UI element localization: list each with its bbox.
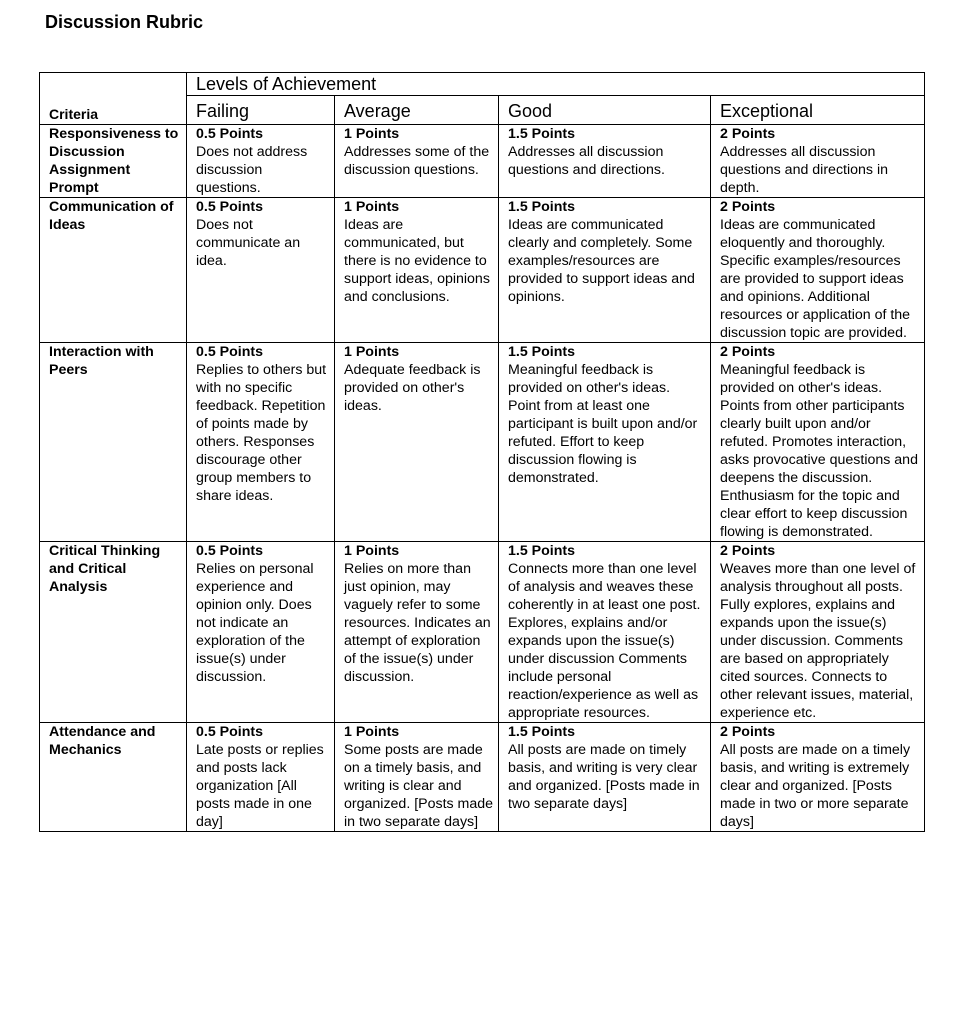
points-value: 0.5 Points (196, 724, 264, 740)
points-value: 1.5 Points (508, 126, 576, 142)
criterion-description: Meaningful feedback is provided on other's ideas. Points from other participants clearly built upon and/or refuted. Promotes interaction, asks provocative questions and deepens the discussion. Enthusiasm for the topic and clear effort to keep discussion flowing is demonstrated. (720, 362, 918, 540)
rubric-cell-average (335, 542, 499, 723)
criterion-description: All posts are made on timely basis, and writing is very clear and organized. [Posts made in two separate days] (508, 742, 700, 812)
rubric-cell-good (499, 125, 711, 198)
points-value: 1 Points (344, 724, 400, 740)
rubric-cell-good (499, 198, 711, 343)
points-value: 1 Points (344, 126, 400, 142)
criterion-description: Addresses all discussion questions and directions. (508, 144, 665, 178)
rubric-cell-good (499, 723, 711, 832)
criterion-description: Addresses all discussion questions and directions in depth. (720, 144, 888, 196)
criterion-description: Ideas are communicated, but there is no evidence to support ideas, opinions and conclusions. (344, 217, 490, 305)
document-title: Discussion Rubric (45, 12, 204, 32)
rubric-cell-failing (187, 542, 335, 723)
rubric-cell-failing (187, 125, 335, 198)
level-good: Good (499, 96, 711, 125)
criterion-description: Relies on more than just opinion, may vaguely refer to some resources. Indicates an attempt of exploration of the issue(s) under discussion. (344, 561, 491, 685)
rubric-cell-average (335, 343, 499, 542)
rubric-cell-exceptional (711, 723, 925, 832)
rubric-cell-failing (187, 198, 335, 343)
points-value: 0.5 Points (196, 126, 264, 142)
criterion-description: Relies on personal experience and opinion only. Does not indicate an exploration of the issue(s) under discussion. (196, 561, 314, 685)
rubric-cell-failing (187, 343, 335, 542)
criteria-header: Criteria (40, 73, 187, 125)
criterion-description: Meaningful feedback is provided on other's ideas. Point from at least one participant is built upon and/or refuted. Effort to keep discussion flowing is demonstrated. (508, 362, 698, 486)
criterion-row (40, 343, 925, 542)
criterion-description: Weaves more than one level of analysis throughout all posts. Fully explores, explains and expands upon the issue(s) under discussion. Comments are based on appropriately cited sources. Connects to other relevant issues, material, experience etc. (720, 561, 916, 721)
rubric-table (39, 72, 925, 832)
points-value: 1 Points (344, 199, 400, 215)
points-value: 2 Points (720, 344, 776, 360)
rubric-cell-good (499, 343, 711, 542)
criterion-description: Addresses some of the discussion questions. (344, 144, 490, 178)
criterion-row (40, 198, 925, 343)
criterion-name: Responsiveness to Discussion Assignment Prompt (40, 125, 187, 198)
rubric-cell-failing (187, 723, 335, 832)
points-value: 1.5 Points (508, 724, 576, 740)
points-value: 0.5 Points (196, 344, 264, 360)
criterion-description: Does not communicate an idea. (196, 217, 301, 269)
points-value: 1 Points (344, 344, 400, 360)
levels-heading: Levels of Achievement (187, 73, 925, 96)
rubric-cell-average (335, 125, 499, 198)
criterion-name: Critical Thinking and Critical Analysis (40, 542, 187, 723)
points-value: 1.5 Points (508, 199, 576, 215)
level-exceptional: Exceptional (711, 96, 925, 125)
rubric-cell-average (335, 723, 499, 832)
criterion-description: Ideas are communicated eloquently and thoroughly. Specific examples/resources are provided to support ideas and opinions. Additional resources or application of the discussion topic are provided. (720, 217, 911, 341)
points-value: 2 Points (720, 126, 776, 142)
rubric-cell-exceptional (711, 542, 925, 723)
points-value: 0.5 Points (196, 543, 264, 559)
criterion-description: Replies to others but with no specific feedback. Repetition of points made by others. Responses discourage other group members to share ideas. (196, 362, 327, 504)
criterion-description: Some posts are made on a timely basis, and writing is clear and organized. [Posts made in two separate days] (344, 742, 494, 830)
levels-heading-row (40, 73, 925, 96)
level-failing: Failing (187, 96, 335, 125)
points-value: 1 Points (344, 543, 400, 559)
criterion-description: Late posts or replies and posts lack organization [All posts made in one day] (196, 742, 324, 830)
points-value: 1.5 Points (508, 543, 576, 559)
criterion-row (40, 125, 925, 198)
rubric-cell-exceptional (711, 198, 925, 343)
rubric-cell-exceptional (711, 125, 925, 198)
criterion-description: Does not address discussion questions. (196, 144, 308, 196)
rubric-cell-exceptional (711, 343, 925, 542)
criterion-row (40, 723, 925, 832)
criterion-description: Adequate feedback is provided on other's ideas. (344, 362, 481, 414)
rubric-body (40, 125, 925, 832)
criterion-description: Ideas are communicated clearly and completely. Some examples/resources are provided to support ideas and opinions. (508, 217, 695, 305)
points-value: 0.5 Points (196, 199, 264, 215)
rubric-cell-average (335, 198, 499, 343)
criterion-row (40, 542, 925, 723)
criterion-name: Interaction with Peers (40, 343, 187, 542)
points-value: 2 Points (720, 543, 776, 559)
rubric-cell-good (499, 542, 711, 723)
criterion-name: Attendance and Mechanics (40, 723, 187, 832)
points-value: 2 Points (720, 199, 776, 215)
criterion-description: All posts are made on a timely basis, and writing is extremely clear and organized. [Posts made in two or more separate days] (720, 742, 911, 830)
points-value: 2 Points (720, 724, 776, 740)
level-average: Average (335, 96, 499, 125)
criterion-name: Communication of Ideas (40, 198, 187, 343)
points-value: 1.5 Points (508, 344, 576, 360)
criterion-description: Connects more than one level of analysis and weaves these coherently in at least one post. Explores, explains and/or expands upon the issue(s) under discussion Comments include personal reaction/experience as well as appropriate resources. (508, 561, 701, 721)
